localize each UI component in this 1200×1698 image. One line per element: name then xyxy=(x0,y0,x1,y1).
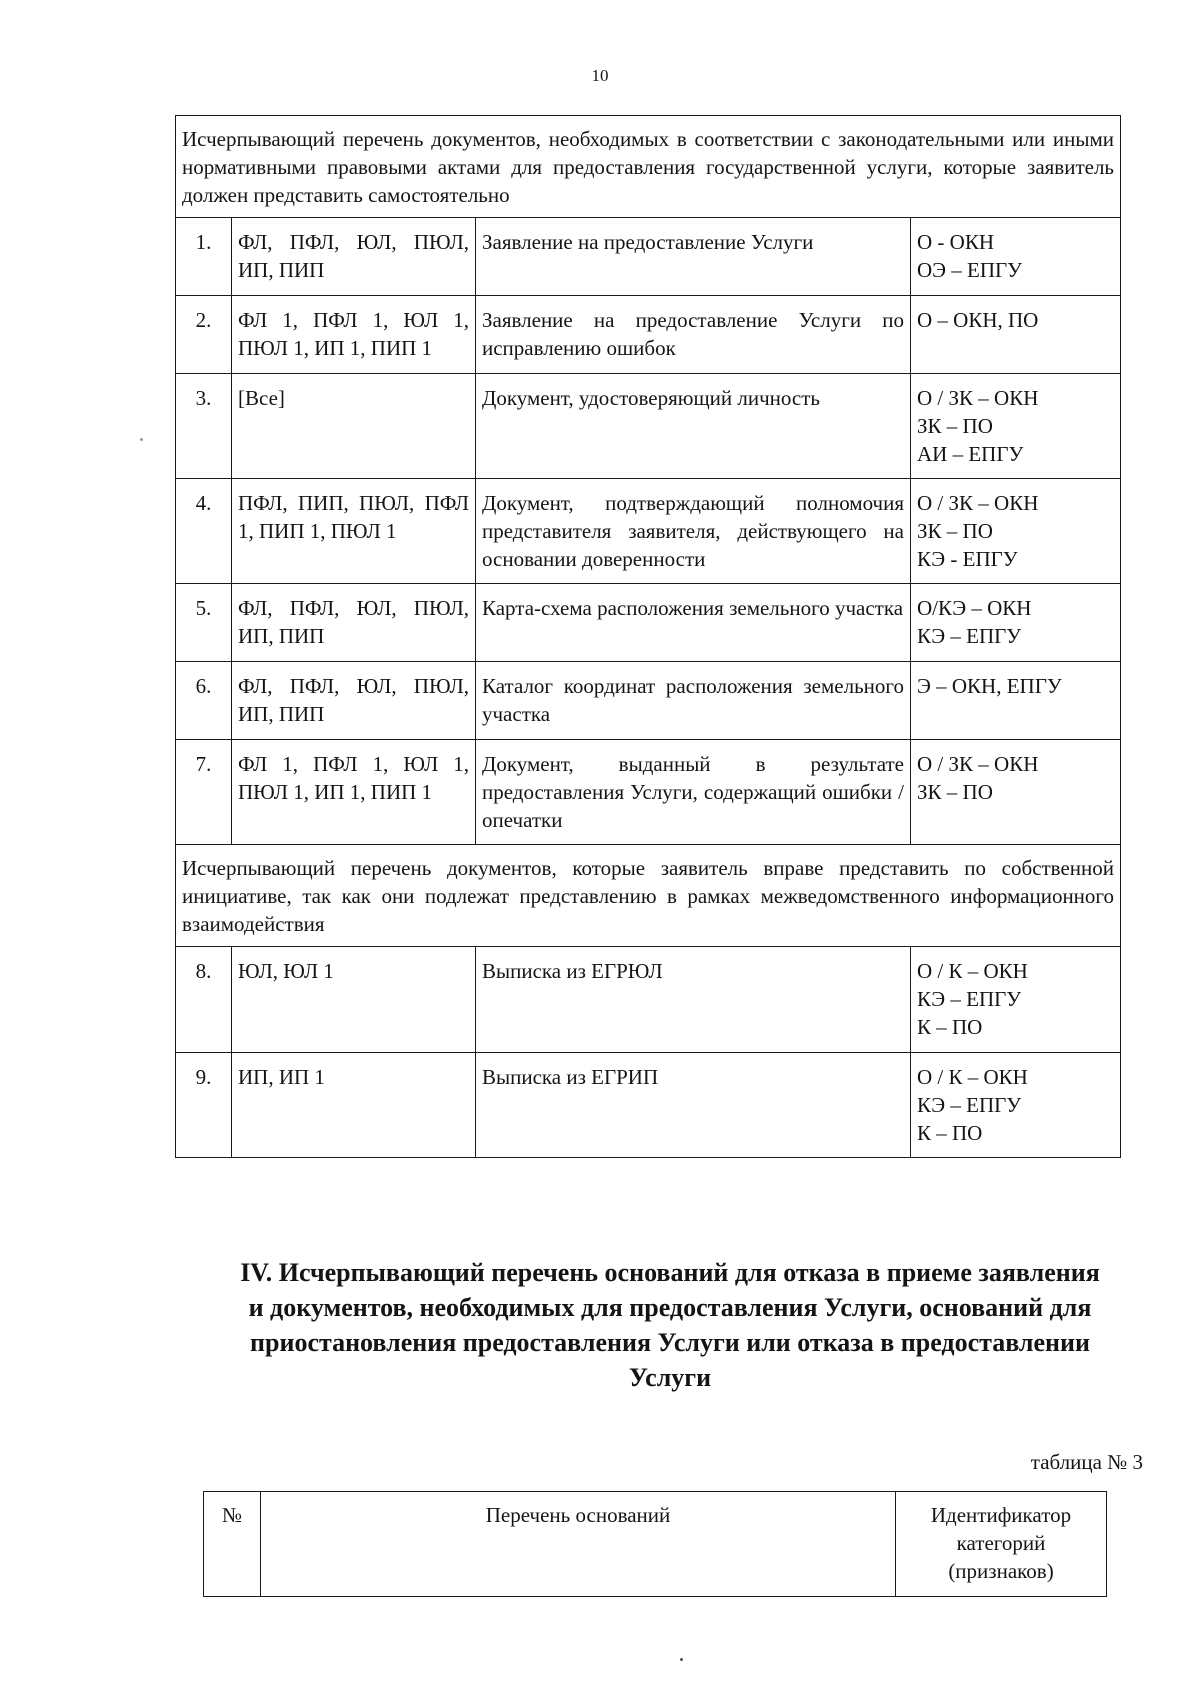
heading-line: Услуги xyxy=(628,1363,712,1392)
code-line: КЭ - ЕПГУ xyxy=(917,547,1018,571)
table-row xyxy=(176,1053,1121,1158)
section-header-optional: Исчерпывающий перечень документов, которые заявитель вправе представить по собственной инициативе, так как они подлежат представлению в рамках межведомственного информационного взаимодействия xyxy=(176,845,1121,947)
scan-speck xyxy=(140,438,143,441)
code-line: ОЭ – ЕПГУ xyxy=(917,258,1023,282)
heading-line: IV. Исчерпывающий перечень оснований для отказа в приеме заявления xyxy=(240,1258,1100,1287)
submission-codes xyxy=(911,662,1121,740)
document-name: Заявление на предоставление Услуги xyxy=(476,218,911,296)
applicant-categories: [Все] xyxy=(232,374,476,479)
document-name: Выписка из ЕГРЮЛ xyxy=(476,947,911,1053)
table-caption: таблица № 3 xyxy=(1030,1450,1143,1474)
code-line: КЭ – ЕПГУ xyxy=(917,624,1022,648)
applicant-categories: ФЛ 1, ПФЛ 1, ЮЛ 1, ПЮЛ 1, ИП 1, ПИП 1 xyxy=(232,740,476,845)
row-number: 9. xyxy=(176,1053,232,1158)
document-name: Заявление на предоставление Услуги по исправлению ошибок xyxy=(476,296,911,374)
table-row xyxy=(176,740,1121,845)
document-name: Выписка из ЕГРИП xyxy=(476,1053,911,1158)
code-line: О – ОКН, ПО xyxy=(917,308,1039,332)
row-number: 3. xyxy=(176,374,232,479)
column-header-number: № xyxy=(204,1492,261,1597)
code-line: К – ПО xyxy=(917,1015,983,1039)
code-line: О / К – ОКН xyxy=(917,959,1028,983)
applicant-categories: ФЛ, ПФЛ, ЮЛ, ПЮЛ, ИП, ПИП xyxy=(232,662,476,740)
applicant-categories: ЮЛ, ЮЛ 1 xyxy=(232,947,476,1053)
table-row xyxy=(176,584,1121,662)
code-line: О / К – ОКН xyxy=(917,1065,1028,1089)
code-line: КЭ – ЕПГУ xyxy=(917,1093,1022,1117)
heading-line: приостановления предоставления Услуги или отказа в предоставлении xyxy=(250,1328,1090,1357)
applicant-categories: ПФЛ, ПИП, ПЮЛ, ПФЛ 1, ПИП 1, ПЮЛ 1 xyxy=(232,479,476,584)
table-header-row xyxy=(204,1492,1107,1597)
code-line: ЗК – ПО xyxy=(917,414,993,438)
section-header-row xyxy=(176,845,1121,947)
submission-codes xyxy=(911,296,1121,374)
section-iv-heading xyxy=(195,1255,1145,1395)
table-row xyxy=(176,479,1121,584)
document-name: Документ, подтверждающий полномочия представителя заявителя, действующего на основании доверенности xyxy=(476,479,911,584)
document-name: Карта-схема расположения земельного участка xyxy=(476,584,911,662)
applicant-categories: ИП, ИП 1 xyxy=(232,1053,476,1158)
section-header-row xyxy=(176,116,1121,218)
row-number: 6. xyxy=(176,662,232,740)
submission-codes xyxy=(911,947,1121,1053)
code-line: КЭ – ЕПГУ xyxy=(917,987,1022,1011)
document-name: Документ, выданный в результате предоставления Услуги, содержащий ошибки / опечатки xyxy=(476,740,911,845)
table-row xyxy=(176,218,1121,296)
code-line: ЗК – ПО xyxy=(917,780,993,804)
submission-codes xyxy=(911,584,1121,662)
row-number: 4. xyxy=(176,479,232,584)
column-header-identifier: Идентификатор категорий (признаков) xyxy=(896,1492,1107,1597)
code-line: О - ОКН xyxy=(917,230,994,254)
row-number: 2. xyxy=(176,296,232,374)
column-header-reasons: Перечень оснований xyxy=(261,1492,896,1597)
code-line: АИ – ЕПГУ xyxy=(917,442,1024,466)
applicant-categories: ФЛ, ПФЛ, ЮЛ, ПЮЛ, ИП, ПИП xyxy=(232,584,476,662)
code-line: О / ЗК – ОКН xyxy=(917,491,1039,515)
submission-codes xyxy=(911,740,1121,845)
table-row xyxy=(176,662,1121,740)
refusal-reasons-table xyxy=(203,1491,1107,1597)
code-line: К – ПО xyxy=(917,1121,983,1145)
scan-speck xyxy=(680,1658,683,1661)
submission-codes xyxy=(911,479,1121,584)
submission-codes xyxy=(911,1053,1121,1158)
row-number: 5. xyxy=(176,584,232,662)
document-name: Документ, удостоверяющий личность xyxy=(476,374,911,479)
documents-table xyxy=(175,115,1121,1158)
submission-codes xyxy=(911,374,1121,479)
applicant-categories: ФЛ, ПФЛ, ЮЛ, ПЮЛ, ИП, ПИП xyxy=(232,218,476,296)
row-number: 1. xyxy=(176,218,232,296)
code-line: О/КЭ – ОКН xyxy=(917,596,1032,620)
page-number: 10 xyxy=(591,66,609,85)
section-header-required: Исчерпывающий перечень документов, необходимых в соответствии с законодательными или иными нормативными правовыми актами для предоставления государственной услуги, которые заявитель должен представить самостоятельно xyxy=(176,116,1121,218)
heading-line: и документов, необходимых для предоставления Услуги, оснований для xyxy=(248,1293,1092,1322)
row-number: 7. xyxy=(176,740,232,845)
code-line: О / ЗК – ОКН xyxy=(917,386,1039,410)
code-line: ЗК – ПО xyxy=(917,519,993,543)
code-line: Э – ОКН, ЕПГУ xyxy=(917,674,1062,698)
table-row xyxy=(176,296,1121,374)
table-row xyxy=(176,947,1121,1053)
code-line: О / ЗК – ОКН xyxy=(917,752,1039,776)
document-name: Каталог координат расположения земельного участка xyxy=(476,662,911,740)
applicant-categories: ФЛ 1, ПФЛ 1, ЮЛ 1, ПЮЛ 1, ИП 1, ПИП 1 xyxy=(232,296,476,374)
table-row xyxy=(176,374,1121,479)
row-number: 8. xyxy=(176,947,232,1053)
submission-codes xyxy=(911,218,1121,296)
